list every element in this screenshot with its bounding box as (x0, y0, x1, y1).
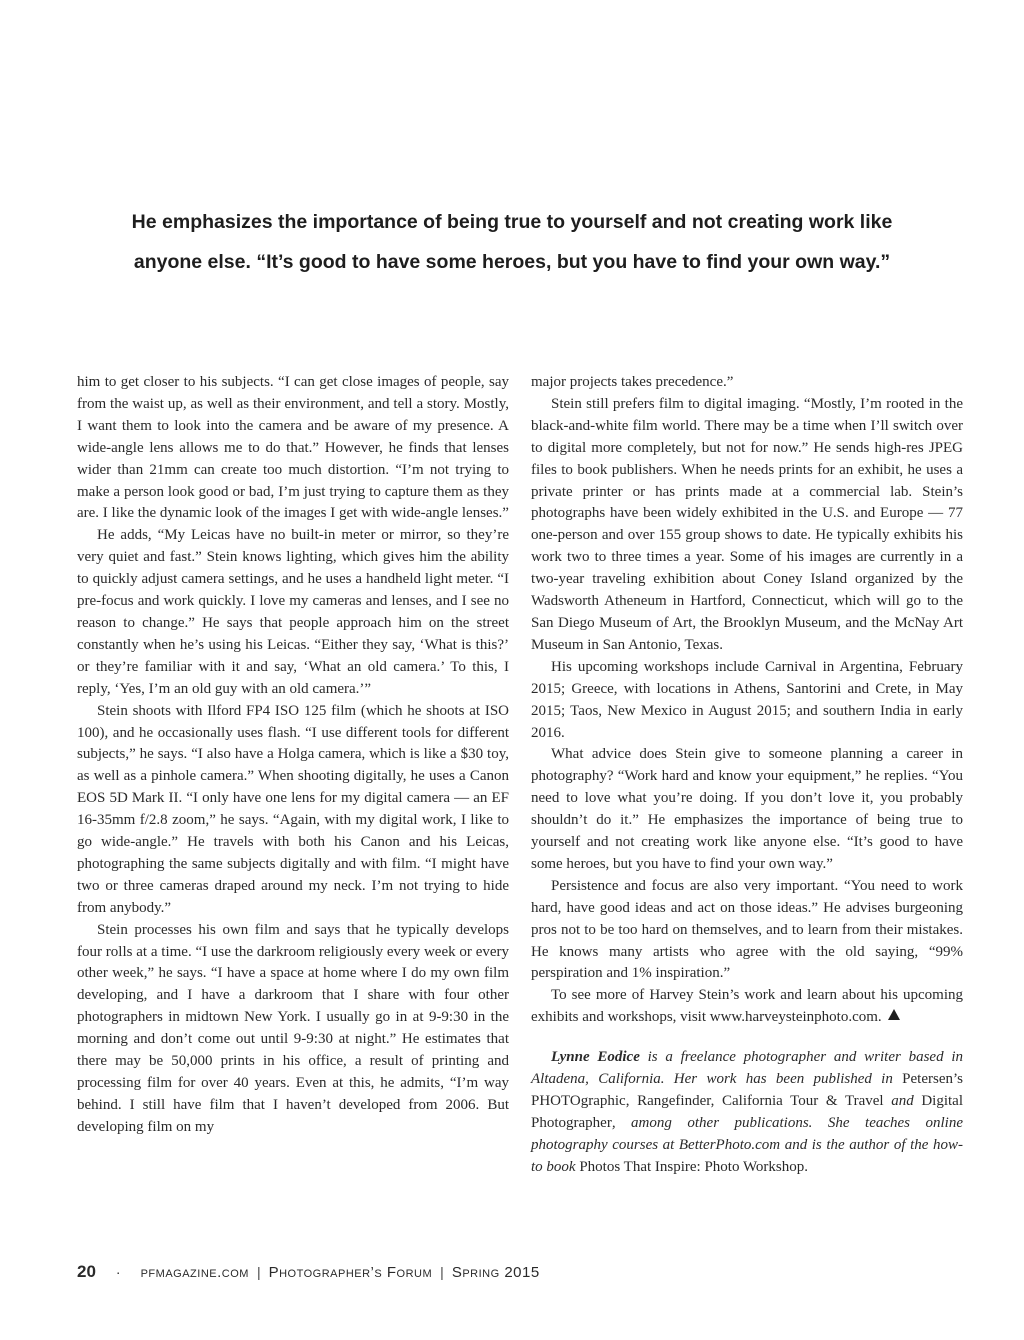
bio-publication-3: Photos That Inspire: Photo Workshop (579, 1158, 805, 1175)
bio-text-1: is a freelance photographer and writer based in Altadena, California. Her work has been published in (531, 1049, 964, 1088)
pull-quote (100, 202, 924, 282)
footer-separator-1: | (256, 1264, 261, 1280)
closing-text: To see more of Harvey Stein’s work and learn about his upcoming exhibits and workshops, visit www.harveysteinphoto.com. (531, 987, 963, 1026)
pull-quote-line-1: He emphasizes the importance of being true to yourself and not creating work like (131, 211, 893, 233)
pull-quote-line-2: anyone else. “It’s good to have some heroes, but you have to find your own way.” (133, 251, 891, 273)
right-paragraph-6 (531, 985, 963, 1029)
end-mark-triangle-icon (888, 1009, 900, 1020)
bio-text-2: and (883, 1093, 922, 1109)
footer-site: pfmagazine.com (140, 1264, 249, 1281)
bio-publication-1: Petersen’s PHOTOgraphic, Rangefinder, California Tour & Travel (531, 1071, 963, 1109)
author-name: Lynne Eodice (551, 1049, 640, 1066)
right-paragraph-3: His upcoming workshops include Carnival in Argentina, February 2015; Greece, with locations in Athens, Santorini and Crete, in May 2015; Taos, New Mexico in August 2015; and southern India in early 2016. (531, 658, 963, 741)
right-paragraph-5: Persistence and focus are also very important. “You need to work hard, have good ideas and act on those ideas.” He advises burgeoning pros not to be too hard on themselves, and to learn from their mistakes. He knows many artists who agree with the old saying, “99% perspiration and 1% inspiration.” (531, 877, 963, 982)
footer-separator-2: | (440, 1264, 444, 1280)
right-paragraph-4: What advice does Stein give to someone planning a career in photography? “Work hard and know your equipment,” he replies. “You need to love what you’re doing. If you don’t love it, you probably shouldn’t do it.” He emphasizes the importance of being true to yourself and not creating work like anyone else. “It’s good to have some heroes, but you have to find your own way.” (531, 746, 963, 872)
footer-issue: Spring 2015 (451, 1264, 540, 1281)
left-paragraph-3: Stein shoots with Ilford FP4 ISO 125 film (which he shoots at ISO 100), and he occasionally uses flash. “I use different tools for different subjects,” he says. “I also have a Holga camera, which is like a $30 toy, as well as a pinhole camera.” When shooting digitally, he uses a Canon EOS 5D Mark II. “I only have one lens for my digital camera — an EF 16-35mm f/2.8 zoom,” he says. “Again, with my digital work, I like to go wide-angle.” He travels with both his Canon and his Leicas, photographing the same subjects digitally and with film. “I might have two or three cameras draped around my neck. I’m not trying to hide from anybody.” (77, 702, 509, 916)
author-bio (531, 1047, 963, 1178)
page-footer (77, 1262, 540, 1286)
footer-magazine: Photographer’s Forum (268, 1264, 433, 1281)
left-paragraph-2: He adds, “My Leicas have no built-in meter or mirror, so they’re very quiet and fast.” Stein knows lighting, which gives him the ability to quickly adjust camera settings, and he uses a handheld light meter. “I pre-focus and work quickly. I love my cameras and lenses, and I see no reason to change.” He says that people approach him on the street constantly when he’s using his Leicas. “Either they say, ‘What is this?’ or they’re familiar with it and say, ‘What an old camera.’ To this, I reply, ‘Yes, I’m an old guy with an old camera.’” (77, 527, 509, 697)
left-paragraph-4: Stein processes his own film and says that he typically develops four rolls at a time. “I use the darkroom religiously every week or every other week,” he says. “I have a space at home where I do my own film developing, and I have a darkroom that I share with four other photographers in midtown New York. I usually go in at 9-9:30 in the morning and don’t come out until 9-9:30 at night.” He estimates that there may be 50,000 prints in his office, a result of printing and processing film for over 40 years. Even at this, he admits, “I’m way behind. I still have film that I haven’t developed from 2006. But developing film on my (77, 921, 509, 1135)
bio-text-4: . (804, 1158, 808, 1175)
right-paragraph-1: major projects takes precedence.” (531, 374, 734, 390)
bio-publication-2: Digital Photographer (531, 1093, 963, 1131)
left-column (77, 372, 509, 1139)
footer-bullet: · (115, 1264, 121, 1280)
right-paragraph-2: Stein still prefers film to digital imaging. “Mostly, I’m rooted in the black-and-white film world. There may be a time when I’ll switch over to digital more completely, but not for now.” He sends high-res JPEG files to book publishers. When he needs prints for an exhibit, he uses a private printer or has prints made at a commercial lab. Stein’s photographs have been widely exhibited in the U.S. and Europe — 77 one-person and over 155 group shows to date. He typically exhibits his work two to three times a year. Some of his images are currently in a two-year traveling exhibition about Coney Island organized by the Wadsworth Atheneum in Hartford, Connecticut, which will go to the San Diego Museum of Art, the Brooklyn Museum, and the McNay Art Museum in San Antonio, Texas. (531, 395, 963, 653)
page-number: 20 (77, 1262, 96, 1281)
bio-text-3: , among other publications. She teaches online photography courses at BetterPhoto.com and is the author of the how-to book (531, 1114, 963, 1175)
left-paragraph-1: him to get closer to his subjects. “I can get close images of people, say from the waist up, as well as their environment, and tell a story. Mostly, I want them to look into the camera and be aware of my presence. A wide-angle lens allows me to do that.” However, he finds that lenses wider than 21mm can create too much distortion. “I’m not trying to make a person look good or bad, I’m just trying to capture them as they are. I like the dynamic look of the images I get with wide-angle lenses.” (77, 374, 509, 522)
right-column (531, 372, 963, 1179)
